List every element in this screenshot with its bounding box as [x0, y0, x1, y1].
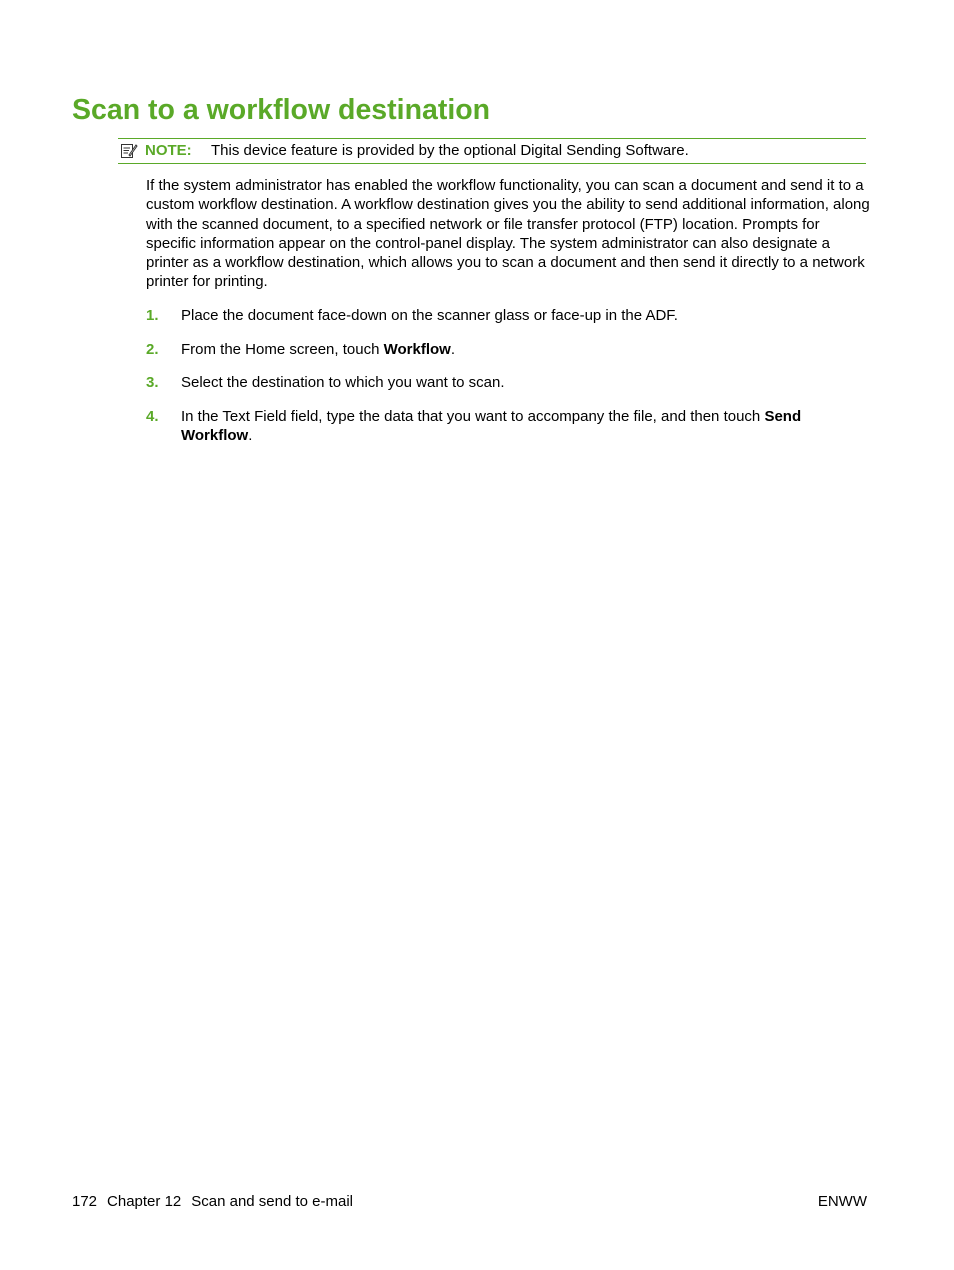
step-item — [146, 306, 870, 325]
step-bold-term: Send Workflow — [181, 408, 802, 445]
footer-right: ENWW — [817, 1193, 867, 1210]
steps-list — [146, 306, 870, 446]
step-item — [146, 373, 870, 392]
note-text: This device feature is provided by the optional Digital Sending Software. — [211, 142, 689, 159]
step-number: 3. — [146, 374, 159, 392]
footer-left — [72, 1192, 353, 1212]
note-label: NOTE: — [145, 142, 192, 159]
step-number: 1. — [146, 307, 159, 324]
step-text: Select the destination to which you want to scan. — [181, 374, 505, 392]
step-text: From the Home screen, touch — [181, 340, 384, 358]
page-number: 172 — [72, 1193, 98, 1210]
note-icon — [120, 142, 138, 160]
step-text: In the Text Field field, type the data that you want to accompany the file, and then touch — [181, 408, 765, 426]
note-box — [118, 138, 866, 164]
step-number: 2. — [146, 340, 159, 358]
step-text: Place the document face-down on the scanner glass or face-up in the ADF. — [181, 307, 678, 324]
footer-section: Scan and send to e-mail — [191, 1193, 354, 1210]
step-bold-term: Workflow — [383, 340, 451, 358]
step-item — [146, 340, 870, 359]
step-text-end: . — [450, 340, 455, 358]
intro-paragraph: If the system administrator has enabled the workflow functionality, you can scan a document and send it to a custom workflow destination. A workflow destination gives you the ability to send additional information, along with the scanned document, to a specified network or file transfer protocol (FTP) location. Prompts for specific information appear on the control-panel display. The system administrator can also designate a printer as a workflow destination, which allows you to scan a document and then send it directly to a network printer for printing. — [146, 177, 870, 291]
step-item — [146, 407, 870, 446]
footer-chapter: Chapter 12 — [107, 1193, 182, 1210]
page-title: Scan to a workflow destination — [72, 94, 491, 126]
step-number: 4. — [146, 408, 159, 426]
step-text-end: . — [248, 427, 253, 445]
